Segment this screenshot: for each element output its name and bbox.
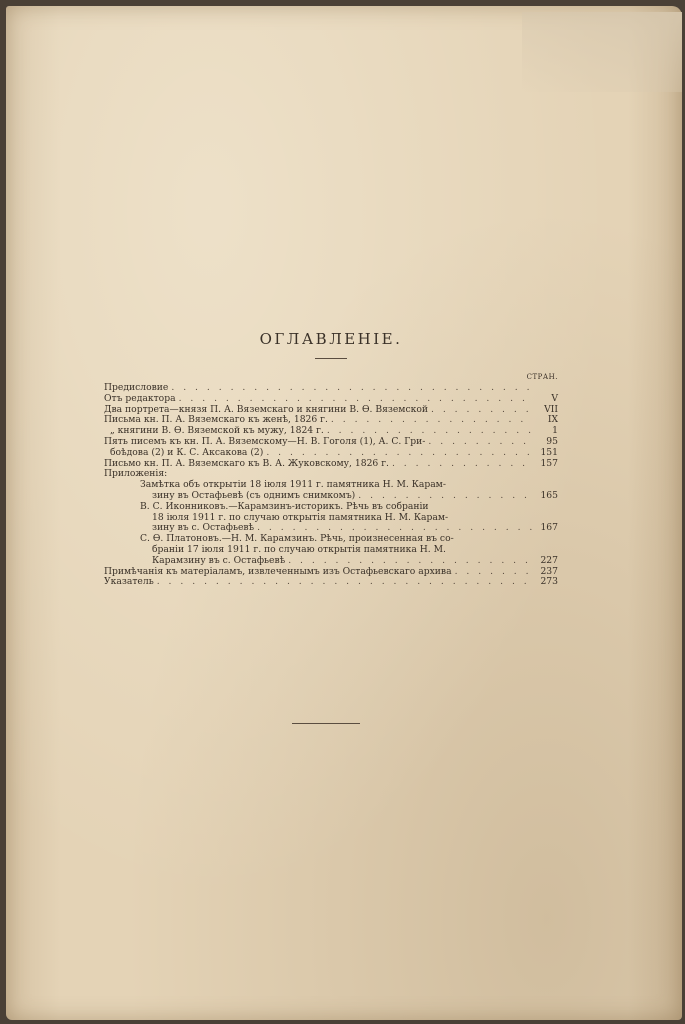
leader-dots — [179, 394, 533, 404]
toc-entry-text: Два портрета—князя П. А. Вяземскаго и княгини В. Ѳ. Вяземской — [104, 403, 428, 415]
toc-section-heading: Приложенiя: — [104, 468, 168, 480]
toc-line: 18 iюля 1911 г. по случаю открытiя памятника Н. М. Карам- — [152, 511, 449, 523]
toc-entry-page: 273 — [540, 576, 558, 588]
leader-dots — [431, 405, 533, 415]
leader-dots — [288, 556, 533, 566]
toc-entry-page: 95 — [546, 435, 558, 447]
leader-dots — [428, 437, 533, 447]
torn-corner — [522, 12, 682, 92]
toc-entry-text: зину въ Остафьевѣ (съ однимъ снимкомъ) — [152, 489, 356, 501]
toc-entry-page: 237 — [540, 565, 558, 577]
toc-entry-page: IX — [547, 414, 558, 426]
toc-entry — [104, 459, 558, 470]
toc-entry-page: 1 — [552, 425, 558, 437]
leader-dots — [358, 491, 533, 501]
toc-entry-text: Карамзину въ с. Остафьевѣ — [152, 554, 286, 566]
toc-entry-text: Пять писемъ къ кн. П. А. Вяземскому—Н. В. Гоголя (1), А. С. Гри- — [104, 435, 426, 447]
leader-dots — [266, 448, 533, 458]
toc-entry — [104, 556, 558, 567]
toc-entry-page: 227 — [540, 554, 558, 566]
leader-dots — [327, 426, 533, 436]
toc-entry-text: боѣдова (2) и К. С. Аксакова (2) — [110, 446, 264, 458]
toc-entry-text: Указатель — [104, 576, 154, 588]
toc-line: С. Ѳ. Платоновъ.—Н. М. Карамзинъ. Рѣчь, произнесенная въ со- — [140, 533, 454, 545]
leader-dots — [257, 523, 533, 533]
toc-entry — [104, 567, 558, 578]
leader-dots — [171, 383, 533, 393]
title-divider — [315, 358, 347, 359]
leader-dots — [392, 459, 533, 469]
toc-entry-page: VII — [544, 403, 558, 415]
leader-dots — [455, 567, 533, 577]
table-of-contents — [104, 330, 558, 588]
toc-entry-page: 167 — [540, 522, 558, 534]
leader-dots — [331, 415, 533, 425]
toc-entry-text: зину въ с. Остафьевѣ — [152, 522, 255, 534]
toc-line: В. С. Иконниковъ.—Карамзинъ-историкъ. Рѣчь въ собранiи — [140, 500, 429, 512]
toc-entry-page: V — [551, 392, 558, 404]
toc-line: Замѣтка объ открытiи 18 iюля 1911 г. памятника Н. М. Карам- — [140, 479, 446, 491]
toc-entry-page: 151 — [540, 446, 558, 458]
leader-dots — [157, 577, 533, 587]
toc-entry — [104, 448, 558, 459]
toc-entry-text: Отъ редактора — [104, 392, 176, 404]
toc-entry-text: Письма кн. П. А. Вяземскаго къ женѣ, 1826 г. — [104, 414, 328, 426]
page-title: ОГЛАВЛЕНIЕ. — [259, 330, 403, 348]
toc-line: бранiи 17 iюля 1911 г. по случаю открытiя памятника Н. М. — [152, 543, 446, 555]
toc-entry — [104, 577, 558, 588]
toc-entry-text: „ княгини В. Ѳ. Вяземской къ мужу, 1824 г. — [110, 425, 324, 437]
toc-entry-text: Письмо кн. П. А. Вяземскаго къ В. А. Жуковскому, 1826 г. — [104, 457, 389, 469]
toc-entry-page: 157 — [540, 457, 558, 469]
toc-list — [104, 383, 558, 588]
bottom-divider — [292, 723, 360, 724]
toc-entry-page: 165 — [540, 489, 558, 501]
toc-entry-text: Примѣчанiя къ матерiаламъ, извлеченнымъ изъ Остафьевскаго архива — [104, 565, 452, 577]
page-column-header: СТРАН. — [526, 373, 558, 381]
toc-entry-text: Предисловие — [104, 382, 169, 393]
toc-entry — [104, 394, 558, 405]
